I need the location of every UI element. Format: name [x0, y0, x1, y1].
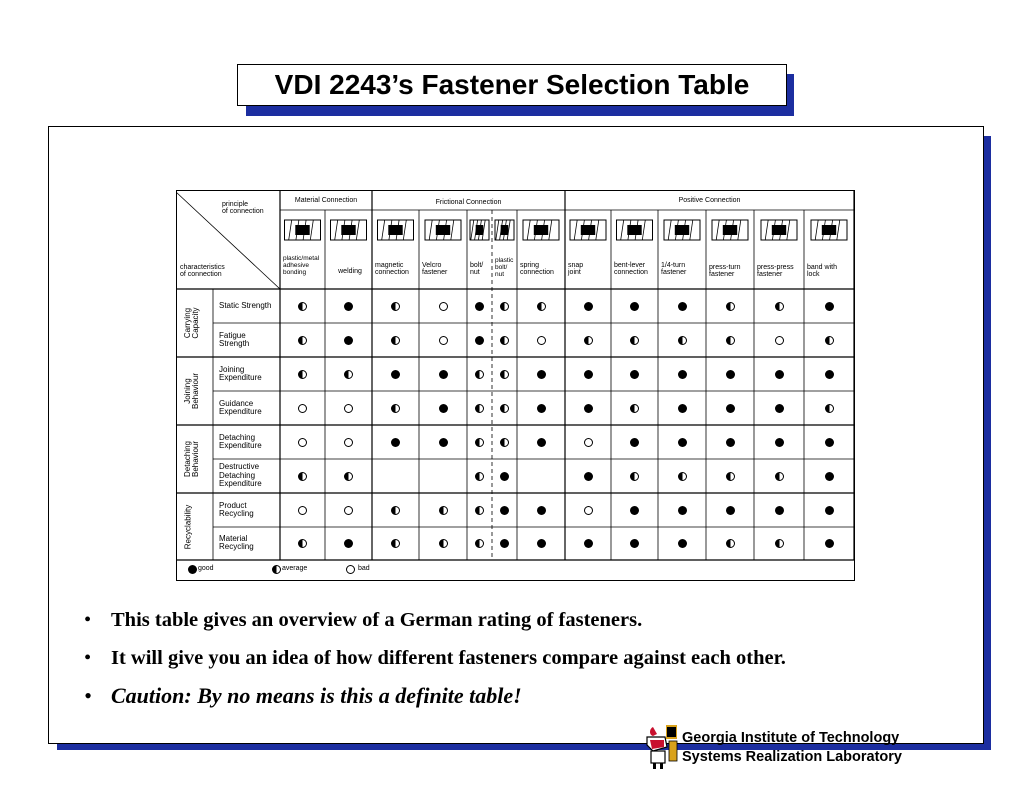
- rating-good-icon: [537, 539, 546, 548]
- row-label: Destructive Detaching Expenditure: [219, 462, 262, 489]
- row-group-label: Recyclability: [183, 504, 192, 549]
- pturn-icon: [712, 220, 748, 240]
- rating-average-icon: [298, 336, 307, 345]
- rating-good-icon: [678, 438, 687, 447]
- rating-bad-icon: [298, 506, 307, 515]
- rating-average-icon: [298, 539, 307, 548]
- corner-bottom-label: characteristics of connection: [180, 264, 225, 279]
- rating-average-icon: [537, 302, 546, 311]
- rating-good-icon: [825, 472, 834, 481]
- rating-average-icon: [630, 472, 639, 481]
- rating-average-icon: [298, 302, 307, 311]
- column-header: plastic bolt/ nut: [495, 257, 514, 278]
- rating-good-icon: [500, 539, 509, 548]
- rating-good-icon: [475, 302, 484, 311]
- rating-good-icon: [391, 438, 400, 447]
- rating-good-icon: [391, 370, 400, 379]
- rating-average-icon: [500, 370, 509, 379]
- title-box: [237, 64, 787, 106]
- magnet-icon: [378, 220, 414, 240]
- column-header: 1/4-turn fastener: [661, 262, 687, 277]
- bullet-item: • This table gives an overview of a German rating of fasteners.: [84, 605, 984, 643]
- rating-average-icon: [391, 506, 400, 515]
- row-label: Material Recycling: [219, 534, 254, 552]
- column-header: bolt/ nut: [470, 262, 484, 277]
- table-grid: [176, 190, 856, 582]
- column-header: plastic/metal adhesive bonding: [283, 255, 320, 276]
- legend-average-icon: [272, 565, 281, 574]
- rating-good-icon: [775, 506, 784, 515]
- rating-good-icon: [537, 506, 546, 515]
- group-label-frictional: Frictional Connection: [435, 199, 502, 206]
- rating-good-icon: [825, 370, 834, 379]
- band-icon: [811, 220, 847, 240]
- rating-good-icon: [825, 302, 834, 311]
- pbolt-icon: [495, 220, 514, 240]
- row-label: Detaching Expenditure: [219, 432, 262, 450]
- rating-good-icon: [537, 370, 546, 379]
- rating-average-icon: [726, 539, 735, 548]
- rating-bad-icon: [439, 302, 448, 311]
- bullet-item-caution: • Caution: By no means is this a definite table!: [84, 681, 984, 719]
- bolt-icon: [470, 220, 489, 240]
- row-label: Static Strength: [219, 300, 272, 310]
- row-group-label: Carrying Capacity: [183, 307, 201, 339]
- rating-average-icon: [500, 404, 509, 413]
- rating-bad-icon: [584, 506, 593, 515]
- rating-good-icon: [678, 404, 687, 413]
- ppress-icon: [761, 220, 797, 240]
- rating-good-icon: [630, 438, 639, 447]
- rating-bad-icon: [537, 336, 546, 345]
- rating-good-icon: [500, 472, 509, 481]
- rating-good-icon: [726, 506, 735, 515]
- rating-average-icon: [475, 438, 484, 447]
- bullet-list: [84, 605, 984, 719]
- corner-top-label: principle of connection: [222, 201, 264, 216]
- group-label-positive: Positive Connection: [678, 197, 741, 204]
- rating-average-icon: [439, 506, 448, 515]
- column-header: press-turn fastener: [709, 264, 741, 279]
- rating-average-icon: [475, 370, 484, 379]
- rating-bad-icon: [775, 336, 784, 345]
- rating-average-icon: [825, 336, 834, 345]
- column-header: band with lock: [807, 264, 837, 279]
- rating-bad-icon: [298, 404, 307, 413]
- spring-icon: [523, 220, 559, 240]
- rating-good-icon: [825, 506, 834, 515]
- fastener-selection-table: [176, 190, 854, 580]
- rating-good-icon: [678, 506, 687, 515]
- rating-good-icon: [500, 506, 509, 515]
- rating-good-icon: [344, 539, 353, 548]
- rating-average-icon: [630, 336, 639, 345]
- rating-good-icon: [726, 404, 735, 413]
- rating-average-icon: [726, 472, 735, 481]
- column-header: spring connection: [520, 262, 554, 277]
- rating-good-icon: [775, 438, 784, 447]
- rating-good-icon: [825, 539, 834, 548]
- rating-good-icon: [775, 404, 784, 413]
- rating-average-icon: [500, 438, 509, 447]
- rating-average-icon: [678, 336, 687, 345]
- rating-average-icon: [726, 336, 735, 345]
- footer-institution: [682, 729, 902, 767]
- rating-good-icon: [584, 370, 593, 379]
- rating-good-icon: [726, 370, 735, 379]
- rating-average-icon: [475, 472, 484, 481]
- column-header: snap joint: [568, 262, 584, 277]
- rating-good-icon: [630, 370, 639, 379]
- rating-good-icon: [630, 506, 639, 515]
- rating-average-icon: [775, 539, 784, 548]
- rating-average-icon: [391, 404, 400, 413]
- column-header: magnetic connection: [375, 262, 409, 277]
- rating-good-icon: [678, 539, 687, 548]
- rating-good-icon: [678, 302, 687, 311]
- rating-average-icon: [391, 336, 400, 345]
- rating-good-icon: [475, 336, 484, 345]
- adhesive-icon: [285, 220, 321, 240]
- rating-good-icon: [439, 370, 448, 379]
- column-header: welding: [338, 268, 362, 275]
- rating-average-icon: [298, 472, 307, 481]
- rating-good-icon: [537, 438, 546, 447]
- rating-average-icon: [475, 404, 484, 413]
- rating-good-icon: [439, 404, 448, 413]
- rating-average-icon: [500, 336, 509, 345]
- weld-icon: [331, 220, 367, 240]
- row-group-label: Detaching Behaviour: [183, 440, 201, 478]
- legend-bad-icon: [346, 565, 355, 574]
- legend-bad-label: bad: [358, 565, 370, 572]
- rating-bad-icon: [298, 438, 307, 447]
- bullet-item: • It will give you an idea of how different fasteners compare against each other.: [84, 643, 984, 681]
- georgia-tech-logo-icon: [643, 723, 681, 769]
- row-label: Fatigue Strength: [219, 330, 250, 348]
- rating-average-icon: [391, 302, 400, 311]
- rating-good-icon: [630, 302, 639, 311]
- rating-average-icon: [475, 539, 484, 548]
- rating-good-icon: [726, 438, 735, 447]
- rating-bad-icon: [344, 438, 353, 447]
- snap-icon: [570, 220, 606, 240]
- rating-average-icon: [344, 370, 353, 379]
- table-frame: [177, 191, 855, 581]
- rating-good-icon: [537, 404, 546, 413]
- quarter-icon: [664, 220, 700, 240]
- rating-bad-icon: [584, 438, 593, 447]
- column-header: bent-lever connection: [614, 262, 648, 277]
- rating-bad-icon: [439, 336, 448, 345]
- rating-good-icon: [439, 438, 448, 447]
- row-label: Guidance Expenditure: [219, 398, 262, 416]
- row-label: Joining Expenditure: [219, 364, 262, 382]
- rating-average-icon: [584, 336, 593, 345]
- rating-average-icon: [298, 370, 307, 379]
- rating-good-icon: [584, 472, 593, 481]
- rating-good-icon: [344, 302, 353, 311]
- row-group-label: Joining Behaviour: [183, 372, 201, 410]
- rating-good-icon: [584, 302, 593, 311]
- rating-good-icon: [678, 370, 687, 379]
- legend-good-label: good: [198, 565, 214, 572]
- footer-line1: Georgia Institute of Technology: [682, 730, 900, 746]
- legend-average-label: average: [282, 565, 308, 572]
- rating-good-icon: [344, 336, 353, 345]
- rating-good-icon: [584, 404, 593, 413]
- rating-average-icon: [500, 302, 509, 311]
- rating-good-icon: [775, 370, 784, 379]
- rating-average-icon: [439, 539, 448, 548]
- rating-average-icon: [391, 539, 400, 548]
- rating-average-icon: [775, 302, 784, 311]
- rating-bad-icon: [344, 506, 353, 515]
- column-header: Velcro fastener: [422, 262, 448, 277]
- group-label-material: Material Connection: [294, 197, 358, 204]
- rating-average-icon: [630, 404, 639, 413]
- rating-average-icon: [344, 472, 353, 481]
- column-header: press-press fastener: [757, 264, 794, 279]
- legend-good-icon: [188, 565, 197, 574]
- rating-good-icon: [825, 438, 834, 447]
- rating-average-icon: [678, 472, 687, 481]
- rating-average-icon: [475, 506, 484, 515]
- page-title: VDI 2243’s Fastener Selection Table: [274, 69, 750, 100]
- footer-line2: Systems Realization Laboratory: [682, 749, 902, 765]
- rating-average-icon: [775, 472, 784, 481]
- rating-bad-icon: [344, 404, 353, 413]
- velcro-icon: [425, 220, 461, 240]
- rating-average-icon: [825, 404, 834, 413]
- row-label: Product Recycling: [219, 500, 254, 518]
- rating-good-icon: [630, 539, 639, 548]
- lever-icon: [617, 220, 653, 240]
- rating-average-icon: [726, 302, 735, 311]
- rating-good-icon: [584, 539, 593, 548]
